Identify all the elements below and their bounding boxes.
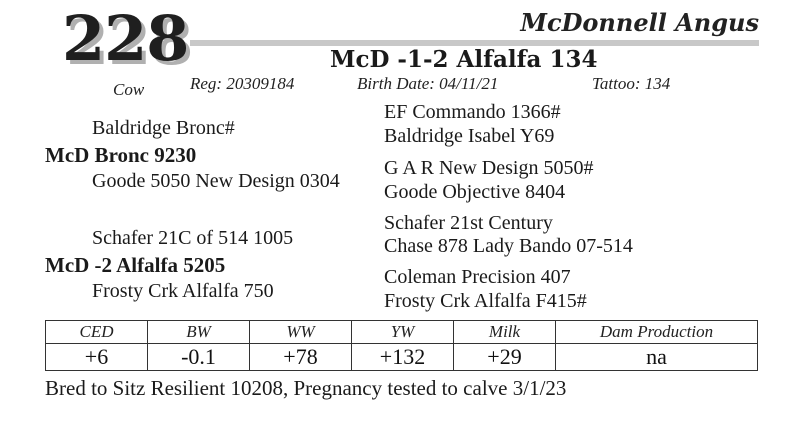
dam-dam: Frosty Crk Alfalfa 750 xyxy=(92,280,274,302)
epd-value-milk: +29 xyxy=(454,344,556,371)
sire-dam-sire: G A R New Design 5050# xyxy=(384,157,594,179)
epd-value-yw: +132 xyxy=(352,344,454,371)
tattoo: Tattoo: 134 xyxy=(592,74,671,93)
farm-name: McDonnell Angus xyxy=(520,8,759,37)
epd-header-row xyxy=(46,321,758,344)
epd-header-dam-production: Dam Production xyxy=(556,321,758,344)
epd-header-bw: BW xyxy=(148,321,250,344)
dam-dam-dam: Frosty Crk Alfalfa F415# xyxy=(384,290,587,312)
dam: McD -2 Alfalfa 5205 xyxy=(45,253,226,277)
breeding-note: Bred to Sitz Resilient 10208, Pregnancy tested to calve 3/1/23 xyxy=(45,376,567,400)
epd-header-milk: Milk xyxy=(454,321,556,344)
epd-value-ced: +6 xyxy=(46,344,148,371)
epd-value-row xyxy=(46,344,758,371)
sire-sire-dam: Baldridge Isabel Y69 xyxy=(384,125,555,147)
sire-sire: Baldridge Bronc# xyxy=(92,117,235,139)
animal-name: McD -1-2 Alfalfa 134 xyxy=(330,46,598,73)
sex-label: Cow xyxy=(113,80,145,99)
dam-sire-dam: Chase 878 Lady Bando 07-514 xyxy=(384,235,633,257)
epd-value-bw: -0.1 xyxy=(148,344,250,371)
epd-table xyxy=(45,320,758,371)
sire: McD Bronc 9230 xyxy=(45,143,197,167)
sire-dam: Goode 5050 New Design 0304 xyxy=(92,170,340,192)
dam-sire: Schafer 21C of 514 1005 xyxy=(92,227,294,249)
sire-dam-dam: Goode Objective 8404 xyxy=(384,181,566,203)
epd-header-ww: WW xyxy=(250,321,352,344)
epd-header-yw: YW xyxy=(352,321,454,344)
registration-number: Reg: 20309184 xyxy=(190,74,295,93)
lot-number: 228 xyxy=(62,2,189,75)
dam-dam-sire: Coleman Precision 407 xyxy=(384,266,571,288)
epd-value-dam-production: na xyxy=(556,344,758,371)
epd-value-ww: +78 xyxy=(250,344,352,371)
birth-date: Birth Date: 04/11/21 xyxy=(357,74,499,93)
dam-sire-sire: Schafer 21st Century xyxy=(384,212,553,234)
sire-sire-sire: EF Commando 1366# xyxy=(384,101,561,123)
epd-header-ced: CED xyxy=(46,321,148,344)
